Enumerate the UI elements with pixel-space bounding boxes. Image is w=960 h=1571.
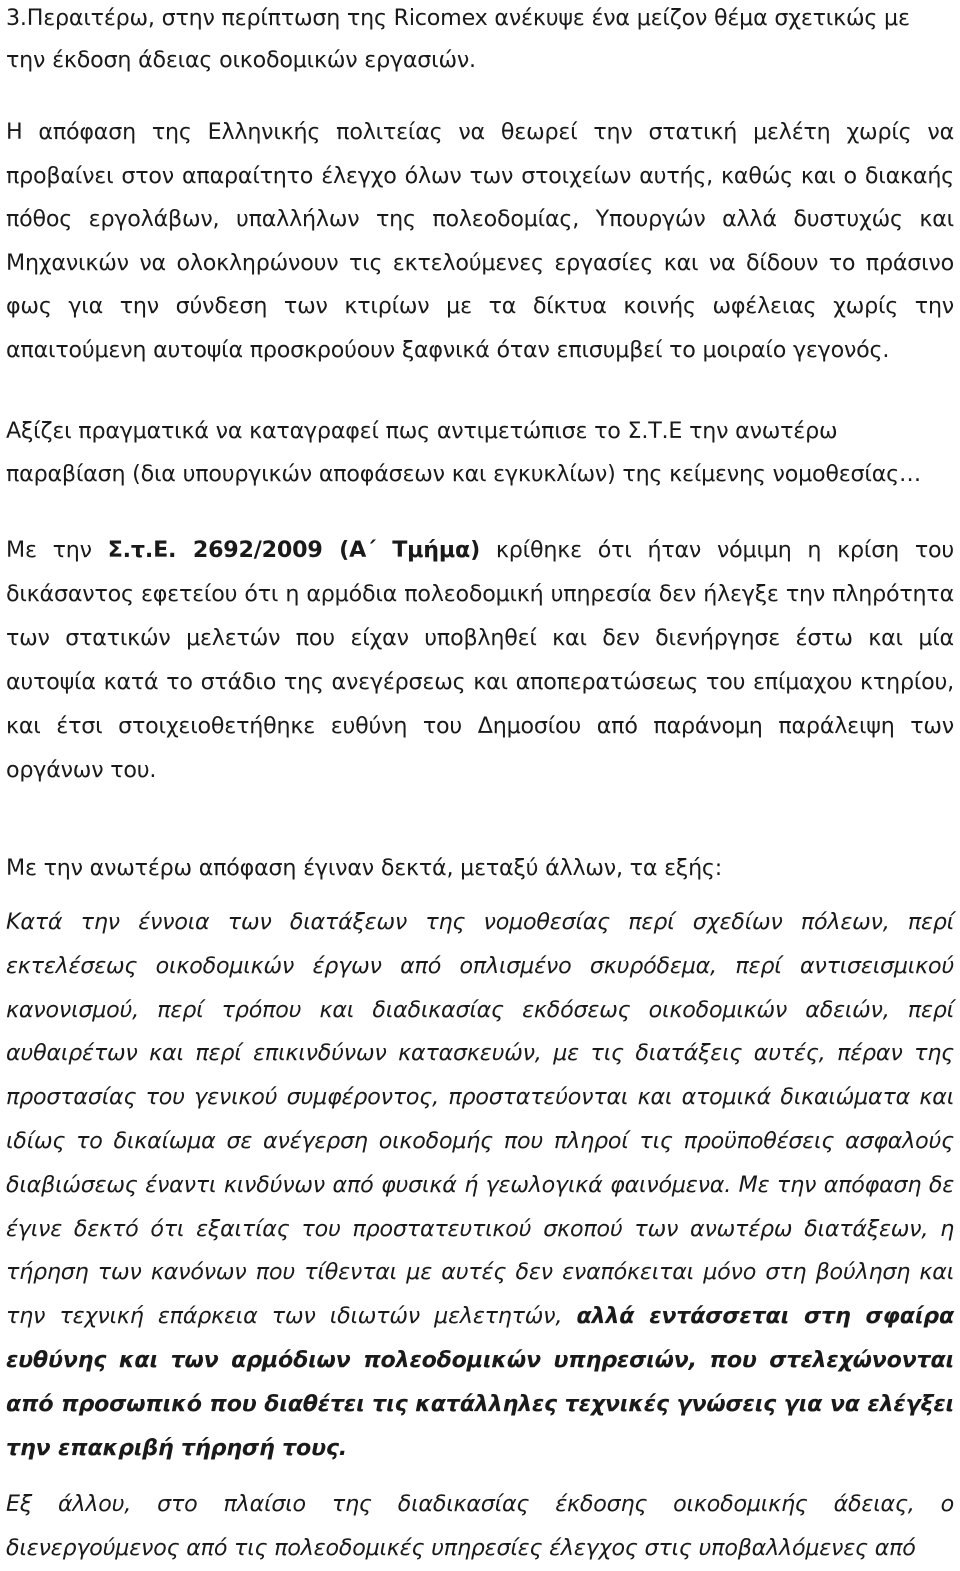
case-reference: Σ.τ.Ε. 2692/2009 (Α΄ Τμήμα) (107, 537, 481, 563)
paragraph-ste-violation: Αξίζει πραγματικά να καταγραφεί πως αντιμετώπισε το Σ.Τ.Ε την ανωτέρω παραβίαση (δια υπουργικών αποφάσεων και εγκυκλίων) της κείμενης νομοθεσίας… (6, 418, 921, 487)
quoted-ruling-text: Κατά την έννοια των διατάξεων της νομοθεσίας περί σχεδίων πόλεων, περί εκτελέσεως οικοδομικών έργων από οπλισμένο σκυρόδεμα, περί αντισεισμικού κανονισμού, περί τρόπου και διαδικασίας εκδόσεως οικοδομικών αδειών, περί αυθαιρέτων και περί επικινδύνων κατασκευών, με τις διατάξεις αυτές, πέραν της προστασίας του γενικού συμφέροντος, προστατεύονται και ατομικά δικαιώματα και ιδίως το δικαίωμα σε ανέγερση οικοδομής που πληροί τις προϋποθέσεις ασφαλούς διαβιώσεως έναντι κινδύνων από φυσικά ή γεωλογικά φαινόμενα. Με την απόφαση δε έγινε δεκτό ότι εξαιτίας του προστατευτικού σκοπού των ανωτέρω διατάξεων, η τήρηση των κανόνων που τίθενται με αυτές δεν εναπόκειται μόνο στη βούληση και την τεχνική επάρκεια των ιδιωτών μελετητών, (6, 909, 954, 1330)
paragraph-ste-ruling (6, 528, 954, 792)
ruling-prefix: Με την (6, 537, 108, 563)
paragraph-permit-process: Εξ άλλου, στο πλαίσιο της διαδικασίας έκδοσης οικοδομικής άδειας, ο διενεργούμενος από τις πολεοδομικές υπηρεσίες έλεγχος στις υποβαλλόμενες από (6, 1491, 954, 1561)
ruling-text: κρίθηκε ότι ήταν νόμιμη η κρίση του δικάσαντος εφετείου ότι η αρμόδια πολεοδομική υπηρεσία δεν ήλεγξε την πληρότητα των στατικών μελετών που είχαν υποβληθεί και δεν διενήργησε έστω και μία αυτοψία κατά το στάδιο της ανεγέρσεως και αποπερατώσεως του επίμαχου κτηρίου, και έτσι στοιχειοθετήθηκε ευθύνη του Δημοσίου από παράνομη παράλειψη των οργάνων του. (6, 537, 955, 783)
section-heading: 3.Περαιτέρω, στην περίπτωση της Ricomex ανέκυψε ένα μείζον θέμα σχετικώς με την έκδοση άδειας οικοδομικών εργασιών. (6, 5, 910, 73)
paragraph-state-decision: Η απόφαση της Ελληνικής πολιτείας να θεωρεί την στατική μελέτη χωρίς να προβαίνει στον απαραίτητο έλεγχο όλων των στοιχείων αυτής, καθώς και ο διακαής πόθος εργολάβων, υπαλλήλων της πολεοδομίας, Υπουργών αλλά δυστυχώς και Μηχανικών να ολοκληρώνουν τις εκτελούμενες εργασίες και να δίδουν το πράσινο φως για την σύνδεση των κτιρίων με τα δίκτυα κοινής ωφέλειας χωρίς την απαιτούμενη αυτοψία προσκρούουν ξαφνικά όταν επισυμβεί το μοιραίο γεγονός. (6, 119, 954, 363)
quoted-ruling-emphasis: αλλά εντάσσεται στη σφαίρα ευθύνης και των αρμόδιων πολεοδομικών υπηρεσιών, που στελεχώνονται από προσωπικό που διαθέτει τις κατάλληλες τεχνικές γνώσεις για να ελέγξει την επακριβή τήρησή τους. (6, 1303, 954, 1461)
paragraph-accepted-intro: Με την ανωτέρω απόφαση έγιναν δεκτά, μεταξύ άλλων, τα εξής: (6, 855, 723, 881)
paragraph-quoted-ruling (6, 901, 954, 1470)
